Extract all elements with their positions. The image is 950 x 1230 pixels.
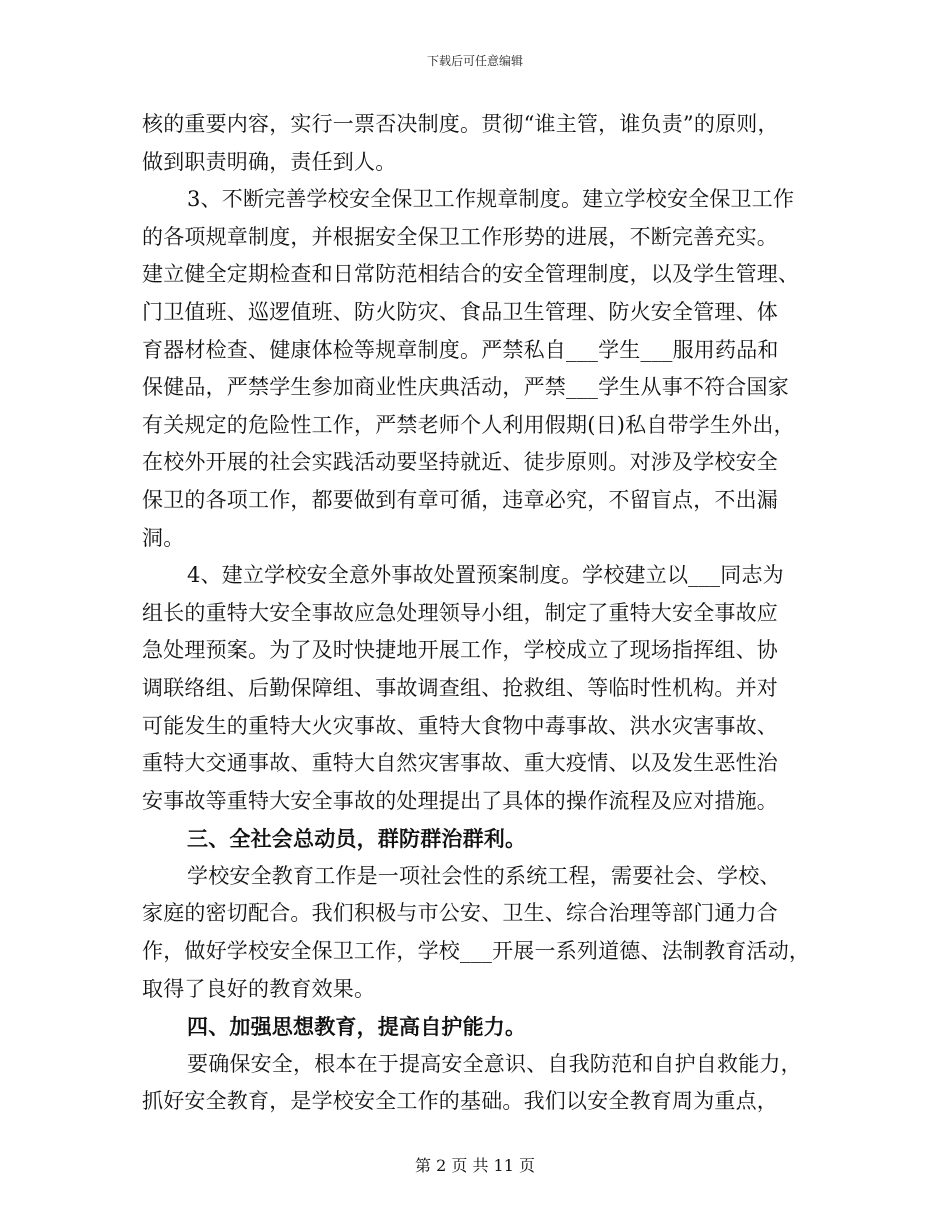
page-footer: 第 2 页 共 11 页 xyxy=(415,1156,535,1175)
body-line: 调联络组、后勤保障组、事故调查组、抢救组、等临时性机构。并对 xyxy=(142,675,778,700)
body-line: 作，做好学校安全保卫工作，学校___开展一系列道德、法制教育活动， xyxy=(142,939,811,964)
body-line: 门卫值班、巡逻值班、防火防灾、食品卫生管理、防火安全管理、体 xyxy=(142,299,778,324)
body-line: 核的重要内容，实行一票否决制度。贯彻“谁主管，谁负责”的原则， xyxy=(142,112,779,136)
body-line: 做到职责明确，责任到人。 xyxy=(142,149,397,174)
body-line: 建立健全定期检查和日常防范相结合的安全管理制度，以及学生管理、 xyxy=(142,262,800,287)
body-line: 家庭的密切配合。我们积极与市公安、卫生、综合治理等部门通力合 xyxy=(142,901,778,926)
body-line: 保健品，严禁学生参加商业性庆典活动，严禁___学生从事不符合国家 xyxy=(142,375,789,400)
body-line: 学校安全教育工作是一项社会性的系统工程，需要社会、学校、 xyxy=(187,863,781,888)
body-line: 3、不断完善学校安全保卫工作规章制度。建立学校安全保卫工作 xyxy=(187,187,795,212)
body-line: 组长的重特大安全事故应急处理领导小组，制定了重特大安全事故应 xyxy=(142,600,778,625)
section-heading: 三、全社会总动员，群防群治群利。 xyxy=(187,826,527,852)
body-line: 可能发生的重特大火灾事故、重特大食物中毒事故、洪水灾害事故、 xyxy=(142,713,778,738)
body-line: 育器材检查、健康体检等规章制度。严禁私自___学生___服用药品和 xyxy=(142,337,779,362)
page-header: 下载后可任意编辑 xyxy=(426,54,523,68)
body-line: 在校外开展的社会实践活动要坚持就近、徒步原则。对涉及学校安全 xyxy=(142,450,778,475)
section-heading: 四、加强思想教育，提高自护能力。 xyxy=(187,1014,527,1040)
body-line: 4、建立学校安全意外事故处置预案制度。学校建立以___同志为 xyxy=(187,563,784,588)
body-line: 急处理预案。为了及时快捷地开展工作，学校成立了现场指挥组、协 xyxy=(142,638,778,663)
body-line: 重特大交通事故、重特大自然灾害事故、重大疫情、以及发生恶性治 xyxy=(142,751,778,776)
body-line: 安事故等重特大安全事故的处理提出了具体的操作流程及应对措施。 xyxy=(142,788,778,813)
body-line: 保卫的各项工作，都要做到有章可循，违章必究，不留盲点，不出漏 xyxy=(142,487,778,512)
body-line: 取得了良好的教育效果。 xyxy=(142,976,376,1001)
document-body xyxy=(142,106,822,1121)
body-line: 抓好安全教育，是学校安全工作的基础。我们以安全教育周为重点， xyxy=(142,1089,778,1114)
body-line: 的各项规章制度，并根据安全保卫工作形势的进展，不断完善充实。 xyxy=(142,224,778,249)
body-line: 洞。 xyxy=(142,525,185,550)
body-line: 有关规定的危险性工作，严禁老师个人利用假期(日)私自带学生外出， xyxy=(142,412,795,437)
body-line: 要确保安全，根本在于提高安全意识、自我防范和自护自救能力， xyxy=(187,1051,802,1076)
